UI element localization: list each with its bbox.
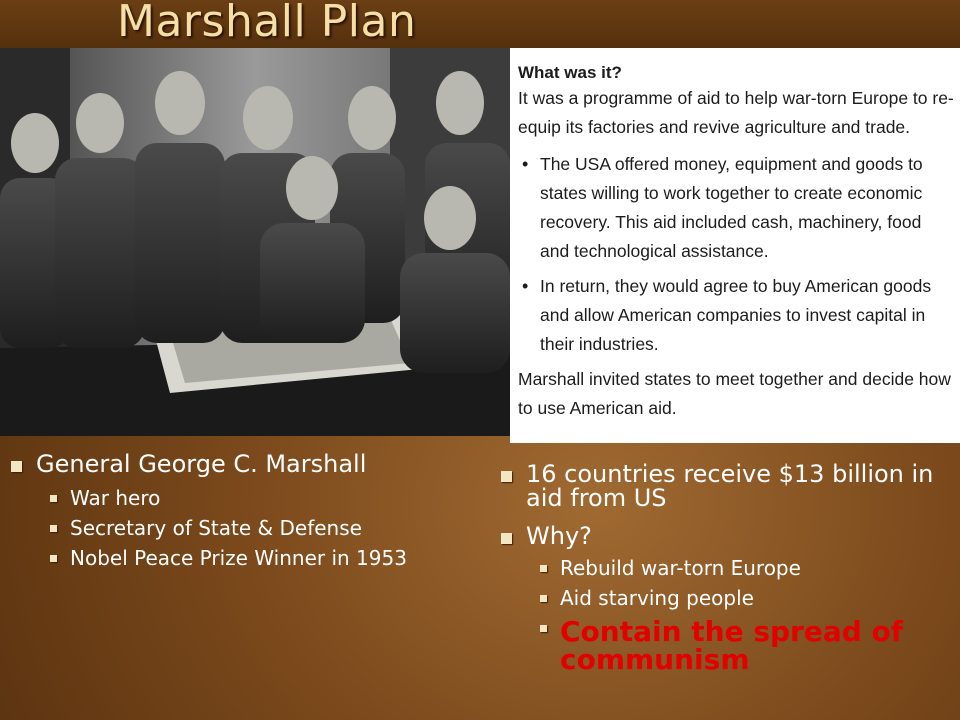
bullet-starving: Aid starving people [530, 588, 950, 608]
bullet-war-hero: War hero [40, 488, 410, 508]
slide-title: Marshall Plan [117, 0, 417, 47]
panel-bullet: • In return, they would agree to buy American goods and allow American companies to invest capital in their industries. [518, 272, 954, 359]
panel-closing: Marshall invited states to meet together and decide how to use American aid. [518, 369, 951, 418]
aid-bullets [490, 462, 950, 674]
panel-heading: What was it? [518, 63, 622, 82]
bullet-nobel: Nobel Peace Prize Winner in 1953 [40, 548, 410, 568]
panel-bullet-list [518, 150, 954, 359]
panel-bullet: • The USA offered money, equipment and goods to states willing to work together to create economic recovery. This aid included cash, machinery, food and technological assistance. [518, 150, 954, 266]
marshall-bullets [0, 452, 410, 568]
bullet-secretary: Secretary of State & Defense [40, 518, 410, 538]
bullet-marshall: General George C. Marshall [0, 452, 410, 476]
bullet-countries: 16 countries receive $13 billion in aid from US [490, 462, 950, 510]
bullet-rebuild: Rebuild war-torn Europe [530, 558, 950, 578]
generals-photo [0, 48, 510, 436]
title-bar [0, 0, 960, 48]
bullet-communism: Contain the spread of communism [530, 618, 950, 674]
panel-intro: It was a programme of aid to help war-torn Europe to re-equip its factories and revive agriculture and trade. [518, 88, 954, 137]
generals-photo-image [0, 48, 510, 436]
info-panel [510, 48, 960, 443]
bullet-why: Why? [490, 524, 950, 548]
